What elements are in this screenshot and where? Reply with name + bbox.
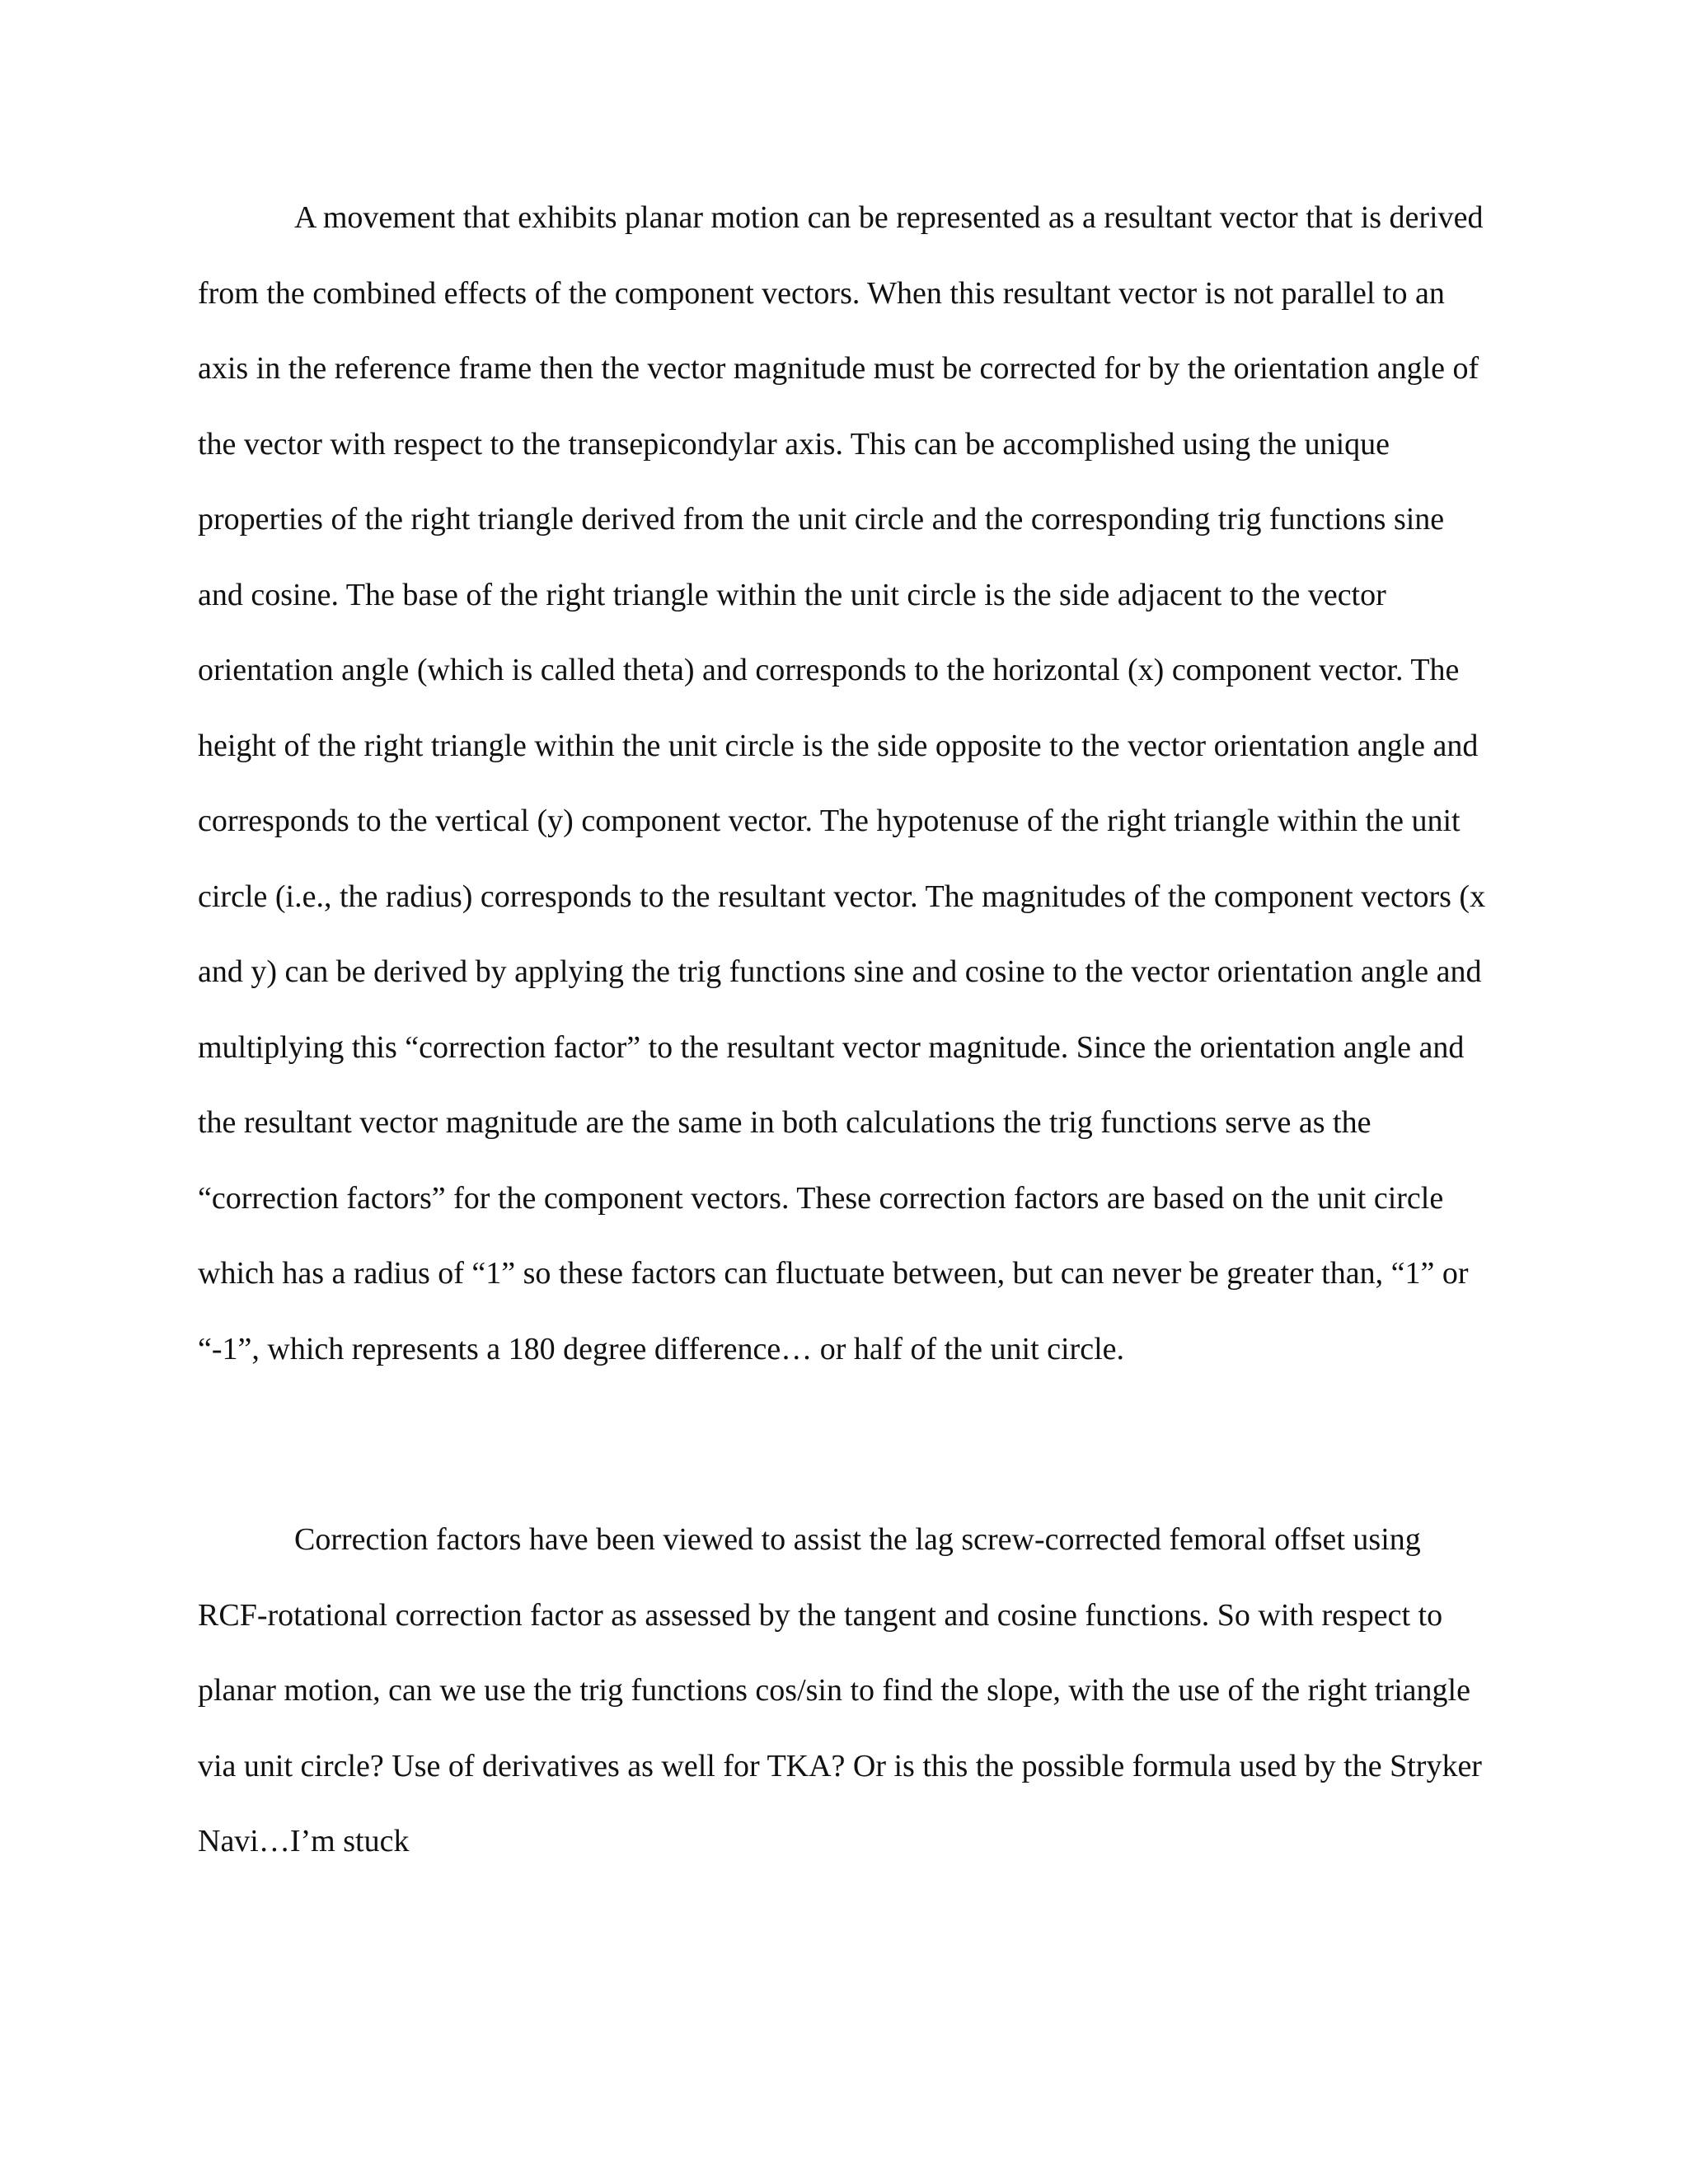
body-paragraph-1: A movement that exhibits planar motion can be represented as a resultant vector that is derived from the combined effects of the component vectors. When this resultant vector is not parallel to an axis in the reference frame then the vector magnitude must be corrected for by the orientation angle of the vector with respect to the transepicondylar axis. This can be accomplished using the unique properties of the right triangle derived from the unit circle and the corresponding trig functions sine and cosine. The base of the right triangle within the unit circle is the side adjacent to the vector orientation angle (which is called theta) and corresponds to the horizontal (x) component vector. The height of the right triangle within the unit circle is the side opposite to the vector orientation angle and corresponds to the vertical (y) component vector. The hypotenuse of the right triangle within the unit circle (i.e., the radius) corresponds to the resultant vector. The magnitudes of the component vectors (x and y) can be derived by applying the trig functions sine and cosine to the vector orientation angle and multiplying this “correction factor” to the resultant vector magnitude. Since the orientation angle and the resultant vector magnitude are the same in both calculations the trig functions serve as the “correction factors” for the component vectors. These correction factors are based on the unit circle which has a radius of “1” so these factors can fluctuate between, but can never be greater than, “1” or “-1”, which represents a 180 degree difference… or half of the unit circle. [198, 200, 1486, 1366]
body-paragraph-1-container [198, 180, 1493, 1387]
body-paragraph-2: Correction factors have been viewed to assist the lag screw-corrected femoral offset using RCF-rotational correction factor as assessed by the tangent and cosine functions. So with respect to planar motion, can we use the trig functions cos/sin to find the slope, with the use of the right triangle via unit circle? Use of derivatives as well for TKA? Or is this the possible formula used by the Stryker Navi…I’m stuck [198, 1522, 1482, 1858]
body-paragraph-2-container [198, 1502, 1493, 1880]
